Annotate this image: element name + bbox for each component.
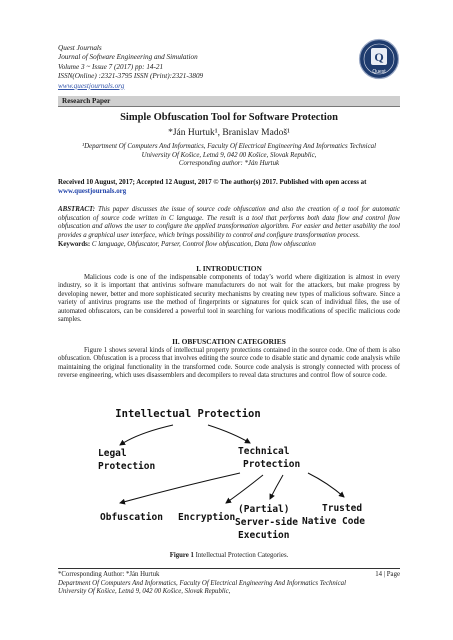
arrow-to-technical <box>208 425 250 443</box>
diagram-legal-label: Legal <box>98 448 127 459</box>
research-paper-band <box>58 96 400 107</box>
quest-logo <box>358 38 400 80</box>
diagram-legal-label: Protection <box>98 461 156 472</box>
diagram-execution-label: Execution <box>238 530 290 541</box>
journal-header <box>58 44 358 91</box>
paper-title: Simple Obfuscation Tool for Software Protection <box>120 112 338 123</box>
author-affiliation <box>58 143 400 169</box>
journal-issn: ISSN(Online) :2321-3795 ISSN (Print):2321-3809 <box>58 72 204 81</box>
affiliation-line: University Of Košice, Letná 9, 042 00 Košice, Slovak Republic, <box>141 151 317 159</box>
arrow-to-obfuscation <box>120 473 240 503</box>
received-text: Received 10 August, 2017; Accepted 12 August, 2017 © The author(s) 2017. Published with open access at <box>58 179 367 186</box>
diagram-native-code-label: Native Code <box>302 516 365 527</box>
arrow-to-trusted-native-code <box>308 473 344 497</box>
received-link[interactable]: www.questjournals.org <box>58 187 127 195</box>
journal-volume: Volume 3 ~ Issue 7 (2017) pp: 14-21 <box>58 62 164 71</box>
abstract-text: This paper discusses the issue of source code obfuscation and also the creation of a tool for automatic obfuscation of source code written in C language. The result is a tool that performs both data flow and control flow obfuscation and allows the user to configure the applied transformation algorithm. For easier and better usability the tool provides a graphical user interface, which brings possibility to control and configure transformation process. <box>58 206 400 240</box>
logo-text: Quest <box>372 69 386 75</box>
footer-department-line: Department Of Computers And Informatics, Faculty Of Electrical Engineering And Informatics Technical <box>58 579 346 587</box>
figure-caption-label: Figure 1 <box>169 552 194 559</box>
diagram-root-label: Intellectual Protection <box>115 408 261 420</box>
journal-website-link[interactable]: www.questjournals.org <box>58 81 125 90</box>
arrow-to-legal <box>120 425 173 445</box>
keywords-text: C language, Obfuscator, Parser, Control flow obfuscation, Data flow obfuscation <box>91 240 316 248</box>
obfuscation-categories-paragraph: Figure 1 shows several kinds of intellectual property protections contained in the source code. One of them is also obfuscation. Obfuscation is a process that involves editing the source code to disable static and dynamic code analysis while maintaining the original functionality in the transformed code. Source code analysis is strongly connected with process of reverse engineering, which uses disassemblers and decompilers to reveal data structures and control flow of source code. <box>58 347 400 380</box>
journal-name: Quest Journals <box>58 44 102 52</box>
diagram-technical-label: Technical <box>238 446 290 457</box>
page-footer <box>58 571 400 597</box>
footer-department-line: University Of Košice, Letná 9, 042 00 Košice, Slovak Republic, <box>58 588 231 596</box>
section-heading-obfuscation-categories: II. OBFUSCATION CATEGORIES <box>172 337 286 346</box>
journal-series: Journal of Software Engineering and Simulation <box>58 53 198 62</box>
figure-caption-text: Intellectual Protection Categories. <box>193 552 289 559</box>
diagram-encryption-label: Encryption <box>178 512 236 523</box>
page-number: 14 | Page <box>375 571 400 578</box>
paper-type-label: Research Paper <box>62 97 111 105</box>
diagram-technical-label: Protection <box>243 459 301 470</box>
diagram-partial-label: (Partial) <box>238 504 290 515</box>
received-info <box>58 179 400 196</box>
abstract-label: ABSTRACT: <box>58 206 96 213</box>
diagram-server-side-label: Server-side <box>235 517 298 528</box>
arrow-to-server-side-execution <box>270 475 283 499</box>
diagram-obfuscation-label: Obfuscation <box>100 512 163 523</box>
abstract <box>58 206 400 250</box>
introduction-paragraph: Malicious code is one of the indispensable components of today’s world where digitization is almost in every industry, so it is important that antivirus software manufacturers do not wait for the attackers, but make progress by developing newer, better and more sophisticated security mechanisms by creating new types of malicious software. Since a variety of antivirus programs use the method of fingerprints or signatures for quick scan of individual files, the use of automated obfuscators, can be considered a powerful tool in searching for various modifications of specific malicious code samples. <box>58 274 400 324</box>
footer-divider <box>58 568 400 569</box>
keywords-label: Keywords: <box>58 240 91 248</box>
paper-authors: *Ján Hurtuk¹, Branislav Madoš¹ <box>168 128 290 138</box>
figure-caption <box>58 552 400 559</box>
arrow-to-encryption <box>226 475 263 503</box>
intellectual-protection-diagram <box>58 403 400 551</box>
affiliation-line: ¹Department Of Computers And Informatics, Faculty Of Electrical Engineering And Informatics Technical <box>82 143 376 150</box>
svg-text:Q: Q <box>374 50 384 64</box>
corresponding-author-line: Corresponding author: *Ján Hurtuk <box>178 160 280 168</box>
diagram-trusted-label: Trusted <box>322 503 363 514</box>
footer-corresponding-author: *Corresponding Author: *Ján Hurtuk <box>58 571 160 578</box>
section-heading-introduction: I. INTRODUCTION <box>196 264 262 273</box>
